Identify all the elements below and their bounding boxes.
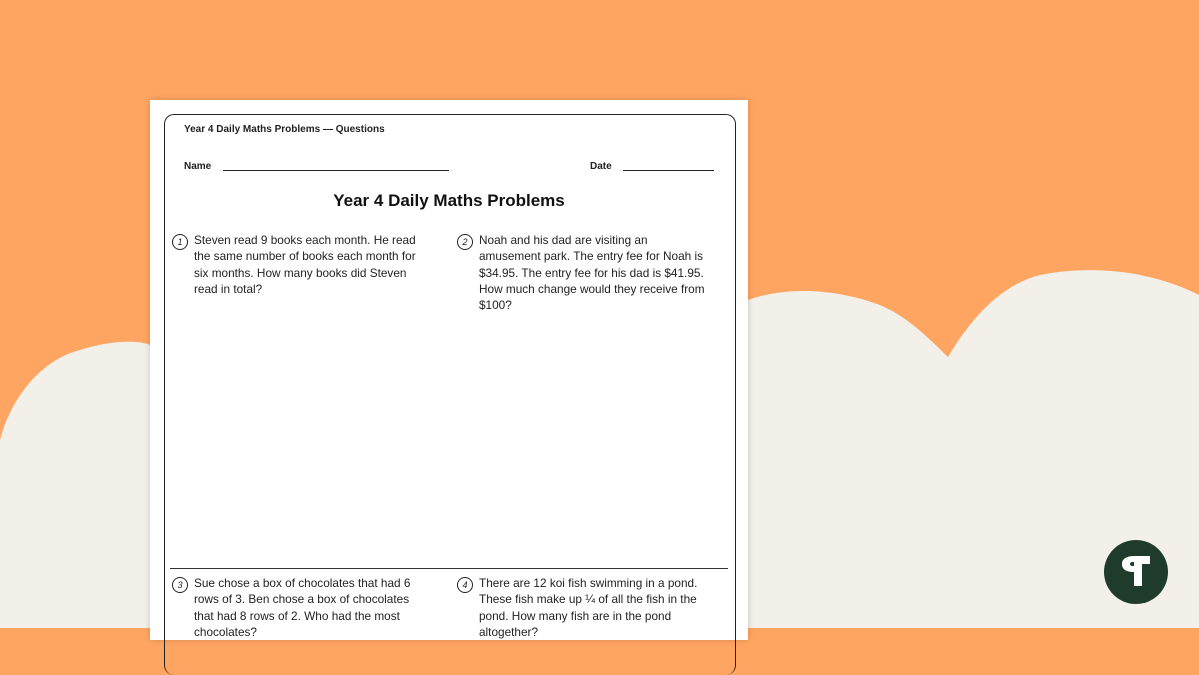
- name-field-line[interactable]: [223, 170, 449, 171]
- question-number: 1: [172, 234, 188, 250]
- worksheet-header-title: Year 4 Daily Maths Problems — Questions: [184, 124, 385, 135]
- question-text: Noah and his dad are visiting an amusement park. The entry fee for Noah is $34.95. The entry fee for his dad is $41.95. How much change would they receive from $100?: [479, 233, 705, 313]
- date-field-line[interactable]: [623, 170, 714, 171]
- worksheet-page: [150, 100, 748, 640]
- question-divider: [170, 568, 728, 569]
- question-text: Sue chose a box of chocolates that had 6 rows of 3. Ben chose a box of chocolates that had 8 rows of 2. Who had the most chocolates?: [194, 576, 411, 639]
- question-text: Steven read 9 books each month. He read the same number of books each month for six months. How many books did Steven read in total?: [194, 233, 416, 296]
- worksheet-title: Year 4 Daily Maths Problems: [333, 191, 565, 210]
- question-number: 4: [457, 577, 473, 593]
- date-label: Date: [590, 161, 612, 172]
- question-text: There are 12 koi fish swimming in a pond. These fish make up ¼ of all the fish in the pond. How many fish are in the pond altogether?: [479, 576, 698, 639]
- question-number: 2: [457, 234, 473, 250]
- teach-starter-logo-icon[interactable]: [1104, 540, 1168, 604]
- name-label: Name: [184, 161, 212, 172]
- question-number: 3: [172, 577, 188, 593]
- logo-glyph-icon: [1118, 552, 1154, 592]
